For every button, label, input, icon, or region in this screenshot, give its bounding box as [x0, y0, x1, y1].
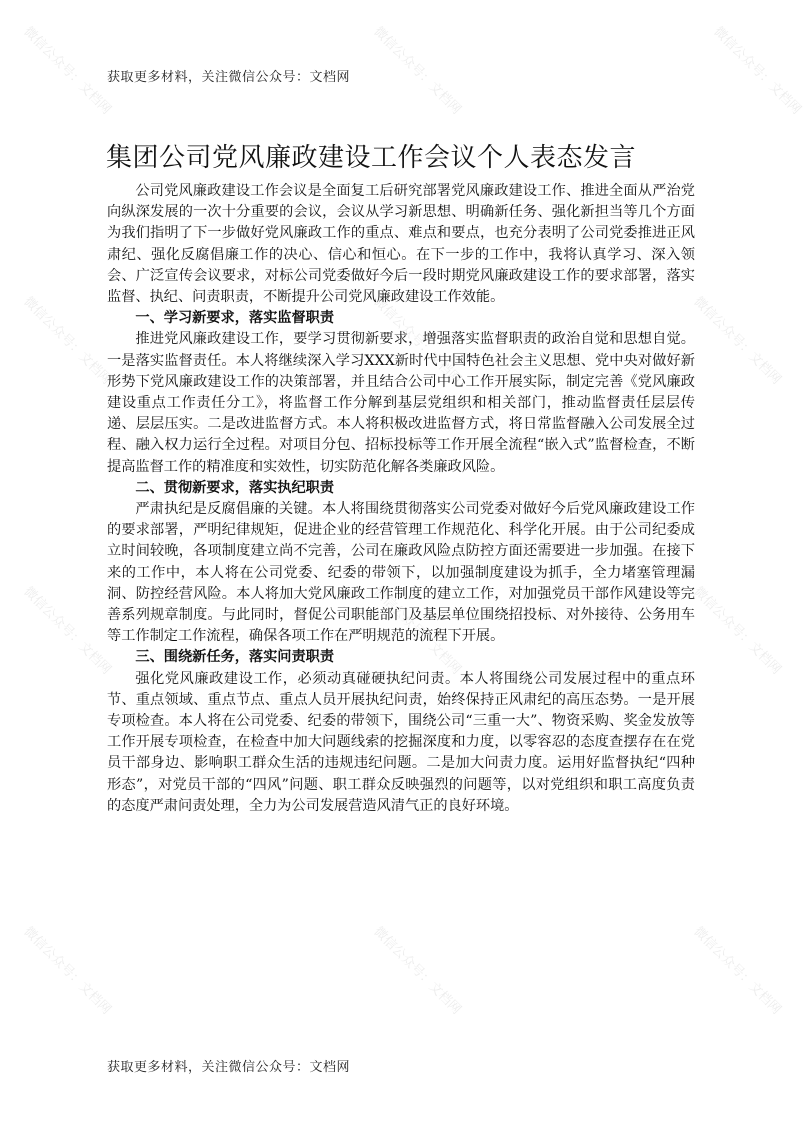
document-title: 集团公司党风廉政建设工作会议个人表态发言 — [106, 143, 637, 173]
watermark: 微信公众号：文档网 — [690, 924, 784, 1018]
header-note: 获取更多材料，关注微信公众号：文档网 — [107, 70, 351, 85]
section-paragraph-1: 推进党风廉政建设工作，要学习贯彻新要求，增强落实监督职责的政治自觉和思想自觉。一是落实监督责任。本人将继续深入学习XXX新时代中国特色社会主义思想、党中央对做好新形势下党风廉政建设工作的决策部署，并且结合公司中心工作开展实际，制定完善《党风廉政建设重点工作责任分工》，将监督工作分解到基层党组织和相关部门，推动监督责任层层传递、层层压实。二是改进监督方式。本人将积极改进监督方式，将日常监督融入公司发展全过程、融入权力运行全过程。对项目分包、招标投标等工作开展全流程“嵌入式”监督检查，不断提高监督工作的精准度和实效性，切实防范化解各类廉政风险。 — [107, 331, 695, 475]
watermark: 微信公众号：文档网 — [20, 294, 114, 388]
footer-note: 获取更多材料，关注微信公众号：文档网 — [107, 1060, 351, 1075]
watermark: 微信公众号：文档网 — [710, 24, 804, 118]
watermark: 微信公众号：文档网 — [20, 24, 114, 118]
section-paragraph-2: 严肃执纪是反腐倡廉的关键。本人将围绕贯彻落实公司党委对做好今后党风廉政建设工作的要求部署，严明纪律规矩，促进企业的经营管理工作规范化、科学化开展。由于公司纪委成立时间较晚，各项制度建立尚不完善，公司在廉政风险点防控方面还需要进一步加强。在接下来的工作中，本人将在公司党委、纪委的带领下，以加强制度建设为抓手，全力堵塞管理漏洞、防控经营风险。本人将加大党风廉政工作制度的建立工作，对加强党员干部作风建设等完善系列规章制度。与此同时，督促公司职能部门及基层单位围绕招投标、对外接待、公务用车等工作制定工作流程，确保各项工作在严明规范的流程下开展。 — [107, 501, 695, 645]
section-paragraph-3: 强化党风廉政建设工作，必须动真碰硬执纪问责。本人将围绕公司发展过程中的重点环节、重点领域、重点节点、重点人员开展执纪问责，始终保持正风肃纪的高压态势。一是开展专项检查。本人将在公司党委、纪委的带领下，围绕公司“三重一大”、物资采购、奖金发放等工作开展专项检查，在检查中加大问题线索的挖掘深度和力度，以零容忍的态度查摆存在在党员干部身边、影响职工群众生活的违规违纪问题。二是加大问责力度。运用好监督执纪“四种形态”，对党员干部的“四风”问题、职工群众反映强烈的问题等，以对党组织和职工高度负责的态度严肃问责处理，全力为公司发展营造风清气正的良好环境。 — [107, 670, 695, 814]
section-heading-2: 二、贯彻新要求，落实执纪职责 — [135, 479, 335, 496]
watermark: 微信公众号：文档网 — [370, 294, 464, 388]
watermark: 微信公众号：文档网 — [690, 584, 784, 678]
watermark: 微信公众号：文档网 — [370, 584, 464, 678]
section-heading-3: 三、围绕新任务，落实问责职责 — [135, 649, 335, 666]
watermark: 微信公众号：文档网 — [690, 294, 784, 388]
intro-paragraph: 公司党风廉政建设工作会议是全面复工后研究部署党风廉政建设工作、推进全面从严治党向纵深发展的一次十分重要的会议，会议从学习新思想、明确新任务、强化新担当等几个方面为我们指明了下一步做好党风廉政工作的重点、难点和要点，也充分表明了公司党委推进正风肃纪、强化反腐倡廉工作的决心、信心和恒心。在下一步的工作中，我将认真学习、深入领会、广泛宣传会议要求，对标公司党委做好今后一段时期党风廉政建设工作的要求部署，落实监督、执纪、问责职责，不断提升公司党风廉政建设工作效能。 — [107, 183, 695, 306]
watermark: 微信公众号：文档网 — [370, 924, 464, 1018]
watermark: 微信公众号：文档网 — [20, 924, 114, 1018]
document-body — [107, 181, 695, 817]
section-heading-1: 一、学习新要求，落实监督职责 — [135, 310, 335, 327]
watermark: 微信公众号：文档网 — [20, 584, 114, 678]
watermark: 微信公众号：文档网 — [370, 24, 464, 118]
